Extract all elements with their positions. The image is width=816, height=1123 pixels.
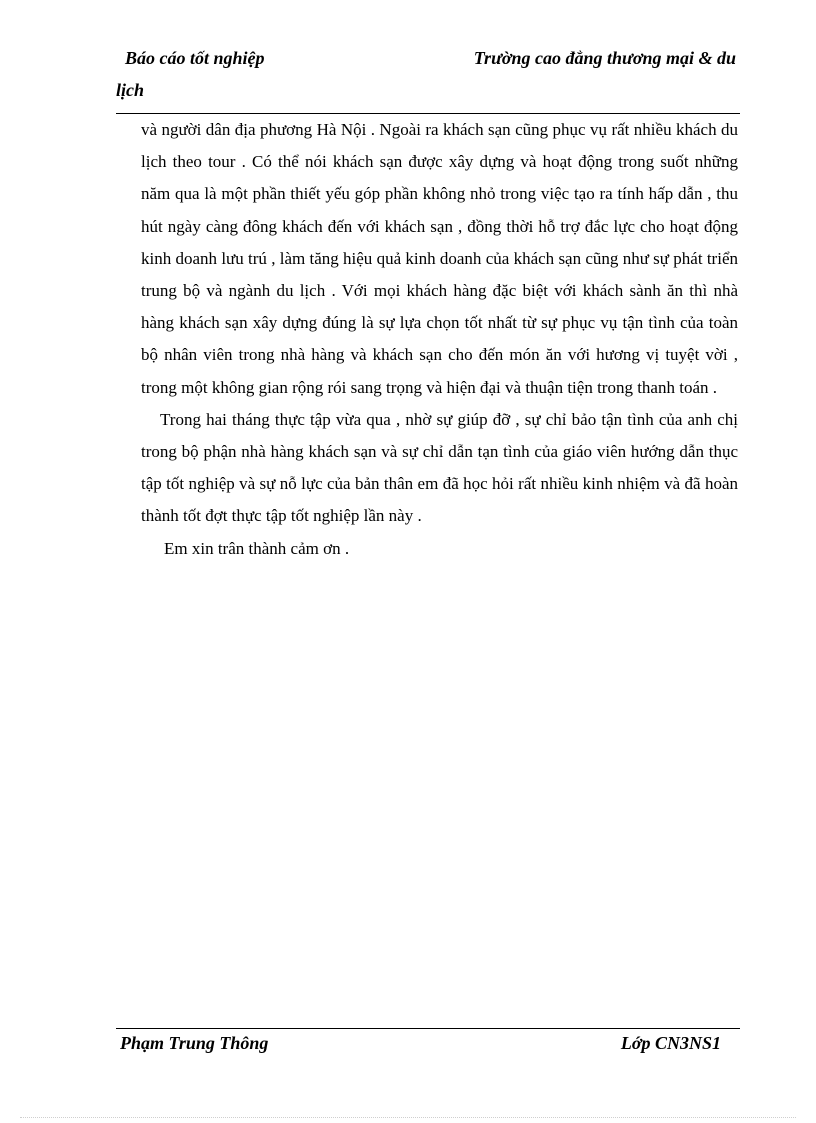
- page-bottom-edge: [20, 1117, 796, 1118]
- header-school-name: Trường cao đẳng thương mại & du: [473, 48, 736, 68]
- paragraph-hotel-summary: và người dân địa phương Hà Nội . Ngoài ra khách sạn cũng phục vụ rất nhiều khách du lịch theo tour . Có thể nói khách sạn được xây dựng và hoạt động trong suốt những năm qua là một phần thiết yếu góp phần không nhỏ trong việc tạo ra tính hấp dẫn , thu hút ngày càng đông khách đến với khách sạn , đồng thời hỗ trợ đắc lực cho hoạt động kinh doanh lưu trú , làm tăng hiệu quả kinh doanh của khách sạn cũng như sự phát triển trung bộ và ngành du lịch . Với mọi khách hàng đặc biệt với khách sành ăn thì nhà hàng khách sạn xây dựng đúng là sự lựa chọn tốt nhất từ sự phục vụ tận tình của toàn bộ nhân viên trong nhà hàng và khách sạn cho đến món ăn với hương vị tuyệt vời , trong một không gian rộng rói sang trọng và hiện đại và thuận tiện trong thanh toán .: [141, 120, 738, 397]
- footer-class-code: Lớp CN3NS1: [620, 1033, 721, 1053]
- header-report-title: Báo cáo tốt nghiệp: [125, 48, 265, 68]
- paragraph-closing: Em xin trân thành cảm ơn .: [164, 538, 350, 558]
- body-text: [141, 114, 738, 565]
- paragraph-internship-thanks: Trong hai tháng thực tập vừa qua , nhờ sự giúp đỡ , sự chỉ bảo tận tình của anh chị trong bộ phận nhà hàng khách sạn và sự chỉ dẫn tạn tình của giáo viên hướng dẫn thục tập tốt nghiệp và sự nỗ lực của bản thân em đã học hỏi rất nhiều kinh nhiệm và đã hoàn thành tốt đợt thực tập tốt nghiệp lần này .: [141, 409, 738, 526]
- header-school-name-continuation: lịch: [116, 80, 145, 100]
- footer-divider: [116, 1028, 740, 1029]
- footer-author-name: Phạm Trung Thông: [120, 1033, 269, 1053]
